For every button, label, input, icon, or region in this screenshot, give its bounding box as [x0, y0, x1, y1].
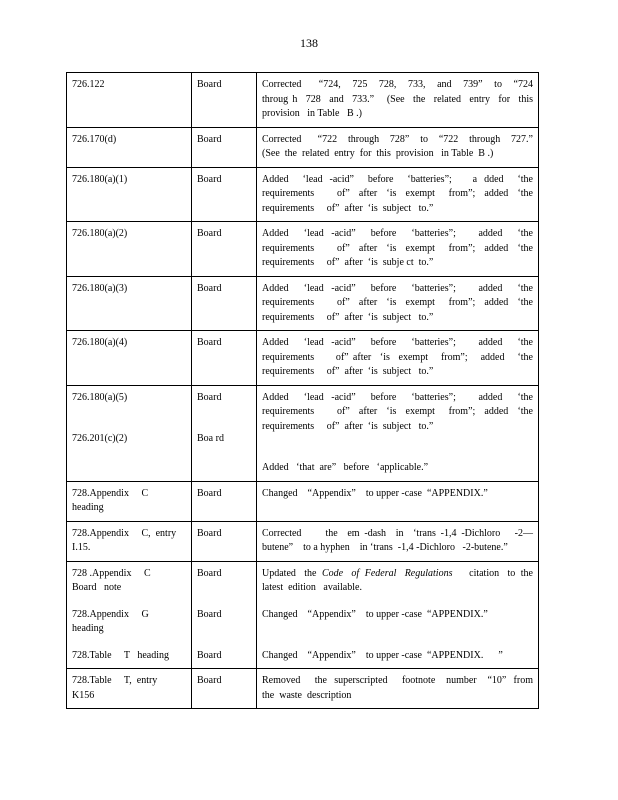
action-by: Board — [197, 79, 222, 90]
section-cell — [67, 481, 192, 521]
section-citation: heading — [72, 502, 104, 513]
action-by: Board — [197, 337, 222, 348]
section-citation: 726.170(d) — [72, 133, 117, 145]
description-line: Added ‘lead -acid” before ‘batteries”; added ‘the — [262, 391, 533, 403]
section-citation: 726.180(a)(4) — [72, 337, 128, 348]
description-cell — [257, 669, 539, 709]
description-line: Added ‘that are” before ‘applicable.” — [262, 462, 429, 473]
section-cell — [67, 331, 192, 386]
description-line: Corrected “722 through 728” to “722 through 727.” — [262, 133, 533, 145]
section-cell — [67, 521, 192, 561]
amendments-table — [66, 72, 539, 709]
description-cell — [257, 73, 539, 128]
action-by: Board — [197, 282, 222, 294]
table-row — [67, 73, 539, 128]
description-line: latest edition available. — [262, 582, 362, 593]
table-body — [67, 73, 539, 709]
section-citation: 726.201(c)(2) — [72, 433, 128, 444]
section-citation: I.15. — [72, 542, 91, 553]
stacked-entry — [262, 608, 533, 623]
description-line: provision in Table B .) — [262, 108, 362, 119]
section-citation: 726.180(a)(3) — [72, 282, 128, 294]
description-line: Added ‘lead -acid” before ‘batteries”; added ‘the — [262, 337, 533, 348]
description-line: Added ‘lead -acid” before ‘batteries”; a dded ‘the — [262, 173, 533, 185]
description-line: Changed “Appendix” to upper -case “APPENDIX. ” — [262, 649, 503, 661]
action-by: Board — [197, 527, 222, 539]
action-by: Board — [197, 173, 222, 185]
by-cell — [192, 561, 257, 669]
description-cell — [257, 481, 539, 521]
stacked-entry — [197, 608, 251, 623]
section-citation: 728.Appendix C, entry — [72, 527, 177, 539]
description-cell — [257, 127, 539, 167]
section-cell — [67, 385, 192, 481]
description-cell — [257, 385, 539, 481]
section-citation: K156 — [72, 689, 95, 701]
italic-title: Code of Federal Regulations — [321, 567, 453, 579]
section-cell — [67, 127, 192, 167]
description-cell — [257, 331, 539, 386]
spacer — [197, 405, 251, 419]
description-line: requirements of” after ‘is exempt from”; added ‘the — [262, 242, 533, 254]
section-citation: 726.180(a)(1) — [72, 173, 128, 185]
description-line: the waste description — [262, 689, 352, 701]
section-citation: Board note — [72, 582, 122, 593]
action-by: Board — [197, 133, 222, 145]
description-line: requirements of” after ‘is exempt from”; added ‘the — [262, 406, 533, 417]
stacked-entry — [72, 649, 186, 664]
description-line: (See the related entry for this provision in Table B .) — [262, 148, 494, 159]
by-cell — [192, 127, 257, 167]
table-row — [67, 481, 539, 521]
section-citation: 728.Table T heading — [72, 649, 169, 661]
description-line: throug h 728 and 733.” (See the related entry for this — [262, 93, 533, 105]
description-line: requirements of” after ‘is subject to.” — [262, 202, 434, 214]
section-citation: 728 .Appendix C — [72, 567, 151, 579]
table-row — [67, 385, 539, 481]
section-cell — [67, 167, 192, 222]
action-by: Board — [197, 487, 222, 499]
description-line: Added ‘lead -acid” before ‘batteries”; added ‘the — [262, 228, 533, 239]
action-by: Board — [197, 567, 222, 579]
description-line: Updated the Code of Federal Regulations citation to the — [262, 567, 533, 579]
by-cell — [192, 276, 257, 331]
action-by: Board — [197, 675, 222, 686]
description-line: Removed the superscripted footnote number “10” from — [262, 675, 533, 686]
description-line: requirements of” after ‘is exempt from”; added ‘the — [262, 351, 533, 363]
by-cell — [192, 385, 257, 481]
description-line: Corrected the em -dash in ‘trans -1,4 -Dichloro -2— — [262, 527, 533, 539]
spacer — [262, 434, 533, 448]
description-line: Changed “Appendix” to upper -case “APPENDIX.” — [262, 608, 488, 620]
action-by: Board — [197, 228, 222, 239]
action-by: Boa rd — [197, 433, 224, 444]
section-citation: 726.180(a)(2) — [72, 228, 128, 239]
section-citation: 728.Table T, entry — [72, 675, 158, 686]
description-cell — [257, 222, 539, 277]
by-cell — [192, 669, 257, 709]
table-row — [67, 521, 539, 561]
table-row — [67, 167, 539, 222]
action-by: Board — [197, 391, 222, 403]
section-cell — [67, 561, 192, 669]
description-line: requirements of” after ‘is subje ct to.” — [262, 257, 434, 268]
section-cell — [67, 73, 192, 128]
stacked-entry — [197, 649, 251, 664]
section-citation: 728.Appendix C — [72, 487, 149, 499]
action-by: Board — [197, 649, 222, 661]
page-number: 138 — [300, 36, 318, 50]
section-cell — [67, 669, 192, 709]
by-cell — [192, 222, 257, 277]
section-cell — [67, 222, 192, 277]
table-row — [67, 222, 539, 277]
description-line: butene” to a hyphen in ‘trans -1,4 -Dichloro -2-butene.” — [262, 542, 508, 553]
action-by: Board — [197, 608, 222, 620]
section-citation: heading — [72, 623, 104, 634]
by-cell — [192, 481, 257, 521]
table-row — [67, 331, 539, 386]
table-row — [67, 276, 539, 331]
description-line: requirements of” after ‘is exempt from”; added ‘the — [262, 188, 533, 199]
description-line: requirements of” after ‘is subject to.” — [262, 366, 434, 377]
spacer — [72, 405, 186, 419]
description-cell — [257, 561, 539, 669]
section-cell — [67, 276, 192, 331]
by-cell — [192, 331, 257, 386]
by-cell — [192, 167, 257, 222]
description-line: Added ‘lead -acid” before ‘batteries”; added ‘the — [262, 282, 533, 294]
description-cell — [257, 276, 539, 331]
description-cell — [257, 167, 539, 222]
table-row — [67, 127, 539, 167]
section-citation: 726.122 — [72, 79, 105, 90]
description-line: Changed “Appendix” to upper -case “APPENDIX.” — [262, 487, 488, 499]
description-line: requirements of” after ‘is subject to.” — [262, 311, 434, 323]
description-cell — [257, 521, 539, 561]
by-cell — [192, 521, 257, 561]
section-citation: 728.Appendix G — [72, 608, 149, 620]
description-line: requirements of” after ‘is subject to.” — [262, 420, 434, 432]
description-line: Corrected “724, 725 728, 733, and 739” to “724 — [262, 79, 533, 90]
stacked-entry — [72, 608, 186, 637]
by-cell — [192, 73, 257, 128]
table-row — [67, 669, 539, 709]
section-citation: 726.180(a)(5) — [72, 391, 128, 403]
stacked-entry — [262, 649, 533, 664]
table-row — [67, 561, 539, 669]
description-line: requirements of” after ‘is exempt from”; added ‘the — [262, 297, 533, 308]
